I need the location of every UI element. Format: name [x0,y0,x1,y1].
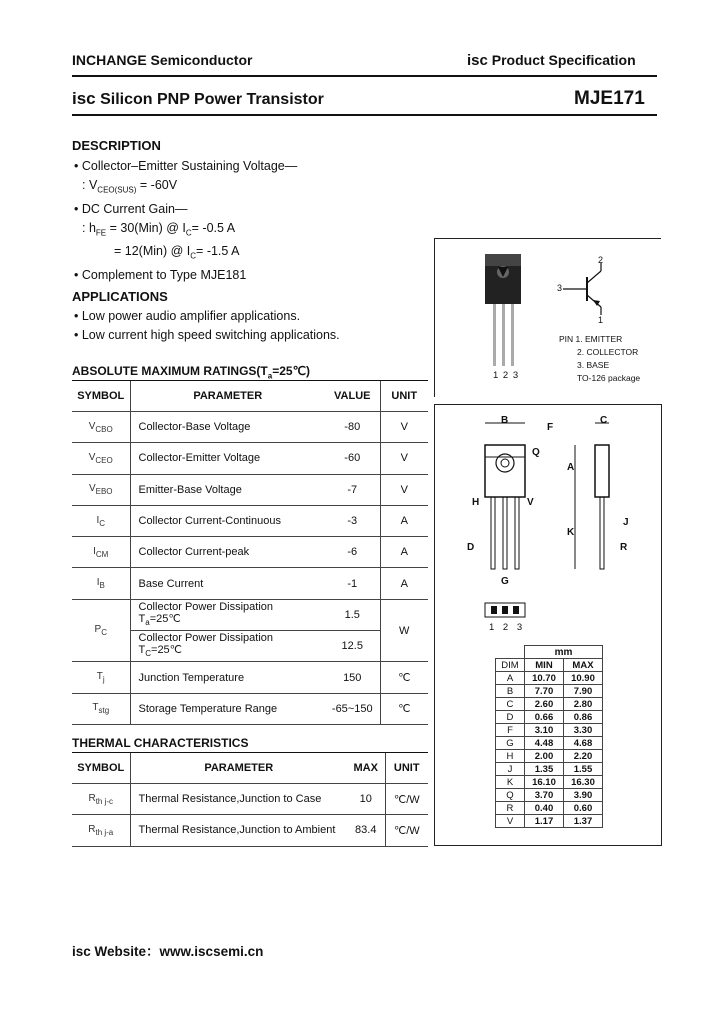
table-row: $T_{stg}$ Storage Temperature Range -65~150 ℃ [72,693,428,724]
terminal-2: 2 [598,255,604,265]
table-row: V 1.17 1.37 [496,815,603,828]
table-row: $I_B$ Base Current -1 A [72,568,428,599]
list-item: • Collector–Emitter Sustaining Voltage— [74,159,298,173]
table-row: $I_{CM}$ Collector Current-peak -6 A [72,537,428,568]
ratings-table [72,381,428,725]
list-item: : $V_{CEO(SUS)} = -60V$ [82,178,178,195]
spec-label [467,52,636,69]
terminal-1: 1 [598,315,604,325]
footer-label: isc Website： [72,944,160,959]
description-list [74,157,297,285]
list-item: • DC Current Gain— [74,201,188,216]
dim-label: B [501,415,509,426]
table-row: A 10.70 10.90 [496,672,603,685]
table-header: mm [496,646,603,659]
title-text: Silicon PNP Power Transistor [100,91,324,108]
header-rule [72,75,657,77]
pin-description: PIN 1. EMITTER 2. COLLECTOR 3. BASE TO-126 package [559,334,641,383]
outline-drawing [435,405,661,625]
pin-numbers: 1 2 3 [493,370,520,381]
dim-label: C [600,415,608,426]
list-item: • Low power audio amplifier applications. [74,309,301,323]
table-row: C 2.60 2.80 [496,698,603,711]
table-row: $P_C$ Collector Power Dissipation $T_a=25℃$ 1.5 W [72,599,428,630]
thermal-table [72,753,428,847]
applications-heading: APPLICATIONS [72,289,168,304]
table-row: Collector Power Dissipation $T_C=25℃$ 12.5 [72,631,428,662]
dim-label: G [501,576,509,587]
table-row: H 2.00 2.20 [496,750,603,763]
spec-text: Product Specification [491,52,636,68]
dim-label: R [620,542,628,553]
ratings-heading: ABSOLUTE MAXIMUM $RATINGS(T_a=25℃)$ [72,364,311,381]
description-heading: DESCRIPTION [72,138,161,153]
list-item: • Low current high speed switching applications. [74,328,340,342]
part-number: MJE171 [574,88,645,109]
dim-label: H [472,497,480,508]
page-title [72,89,324,109]
applications-list [74,307,340,345]
table-row: $R_{th j-c}$ Thermal Resistance,Junction to Case 10 ℃/W [72,784,428,815]
dim-label: Q [532,447,540,458]
footer [72,940,263,960]
table-row: $T_j$ Junction Temperature 150 ℃ [72,662,428,693]
dim-label: J [623,517,629,528]
thermal-heading: THERMAL CHARACTERISTICS [72,736,249,750]
list-item: : $h_{FE} = 30(Min)$ @ $I_C= -0.5$ A [82,220,236,237]
table-row: D 0.66 0.86 [496,711,603,724]
table-row: $V_{EBO}$ Emitter-Base Voltage -7 V [72,474,428,505]
isc-logo-text: isc [72,89,96,108]
website-link[interactable]: www.iscsemi.cn [159,944,264,959]
table-header: SYMBOL PARAMETER VALUE UNIT [72,381,428,412]
company-name: INCHANGE Semiconductor [72,52,253,68]
table-row: Q 3.70 3.90 [496,789,603,802]
table-row: F 3.10 3.30 [496,724,603,737]
table-row: G 4.48 4.68 [496,737,603,750]
table-row: $R_{th j-a}$ Thermal Resistance,Junction to Ambient 83.4 ℃/W [72,815,428,846]
dimensions-table [495,645,603,828]
table-header: SYMBOL PARAMETER MAX UNIT [72,753,428,784]
pin-numbers: 1 2 3 [489,622,526,633]
table-row: $V_{CBO}$ Collector-Base Voltage -80 V [72,412,428,443]
title-rule [72,114,657,116]
table-row: J 1.35 1.55 [496,763,603,776]
terminal-3: 3 [557,283,563,293]
table-row: $V_{CEO}$ Collector-Emitter Voltage -60 V [72,443,428,474]
table-row: B 7.70 7.90 [496,685,603,698]
mechanical-drawing-box [434,404,662,846]
isc-logo-text: isc [467,52,488,69]
dim-label: D [467,542,475,553]
dim-label: V [527,497,534,508]
table-header: DIM MIN MAX [496,659,603,672]
table-row: K 16.10 16.30 [496,776,603,789]
dim-label: F [547,422,554,433]
list-item: = 12(Min) @ $I_C= -1.5$ A [114,244,240,261]
dim-label: K [567,527,575,538]
list-item: • Complement to Type MJE181 [74,267,247,282]
package-box [434,238,661,397]
table-row: $I_C$ Collector Current-Continuous -3 A [72,505,428,536]
table-row: R 0.40 0.60 [496,802,603,815]
dim-label: A [567,462,575,473]
